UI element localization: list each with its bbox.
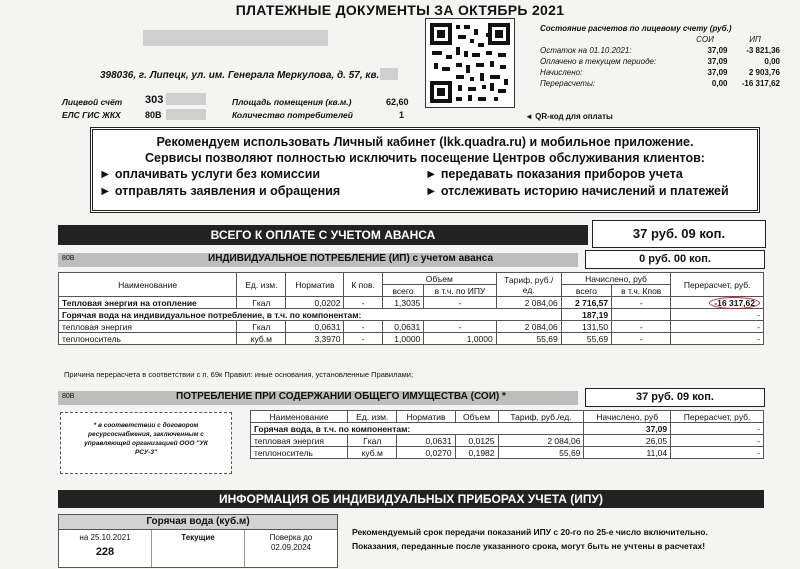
cell-name: Тепловая энергия на отопление <box>59 297 237 309</box>
col-charged: Начислено, руб <box>584 411 671 423</box>
status-col-ip: ИП <box>749 35 761 44</box>
redacted-apartment <box>380 68 398 80</box>
promo-bullet: ► отслеживать историю начислений и платежей <box>425 184 729 198</box>
cell-tariff: 2 084,06 <box>496 297 561 309</box>
cell-recalc: - <box>671 333 764 345</box>
meters-header: ИНФОРМАЦИЯ ОБ ИНДИВИДУАЛЬНЫХ ПРИБОРАХ УЧЕТА (ИПУ) <box>58 490 764 508</box>
cell-tariff: 2 084,06 <box>496 321 561 333</box>
table-row <box>251 435 764 447</box>
cell-coef: - <box>344 297 382 309</box>
soi-side-note: * в соответствии с договором ресурсоснабжения, заключенным с управляющей организацией ООО "УК РСУ-3" <box>84 422 208 456</box>
cell-norm: 0,0270 <box>397 447 455 459</box>
col-recalc: Перерасчет, руб. <box>671 411 764 423</box>
cell-tariff: 2 084,06 <box>498 435 584 447</box>
redacted-name <box>143 30 328 46</box>
ip-header-bar <box>58 253 578 267</box>
cell-unit: Гкал <box>237 297 286 309</box>
cell-vol-total: 1,0000 <box>382 333 423 345</box>
col-ch-coef: в т.ч. Кпов <box>612 285 671 297</box>
cell-coef: - <box>344 333 382 345</box>
meter-col-check <box>245 530 337 567</box>
cell-recalc <box>671 297 764 309</box>
meter-check-label: Поверка до <box>269 533 313 542</box>
soi-code: 80В <box>62 393 75 400</box>
table-row <box>59 333 764 345</box>
qr-code-icon <box>425 18 515 108</box>
address: 398036, г. Липецк, ул. им. Генерала Меркулова, д. 57, кв. <box>100 70 380 81</box>
cell-ch-total: 187,19 <box>561 309 611 321</box>
recalc-highlight: -16 317,62 <box>709 297 760 309</box>
cell-vol-ipu: - <box>424 321 496 333</box>
area-value: 62,60 <box>386 97 409 107</box>
redacted-els <box>166 109 206 120</box>
meter-date-label: на 25.10.2021 <box>79 533 131 542</box>
cell-volume: 0,1982 <box>455 447 498 459</box>
promo-bullet: ► отправлять заявления и обращения <box>99 184 341 198</box>
ip-header: ИНДИВИДУАЛЬНОЕ ПОТРЕБЛЕНИЕ (ИП) с учетом аванса <box>208 253 494 264</box>
cell-volume: 0,0125 <box>455 435 498 447</box>
status-row <box>540 78 780 89</box>
ip-amount: 0 руб. 00 коп. <box>585 250 765 269</box>
cell-vol-total: 1,3035 <box>382 297 423 309</box>
cell-charged: 26,05 <box>584 435 671 447</box>
cell-vol-total: 0,0631 <box>382 321 423 333</box>
cell-tariff: 55,69 <box>496 333 561 345</box>
col-tariff: Тариф, руб./ед. <box>498 411 584 423</box>
ip-code: 80В <box>62 255 75 262</box>
area-label: Площадь помещения (кв.м.) <box>232 97 352 107</box>
status-row <box>540 45 780 56</box>
cell-ch-coef: - <box>612 297 671 309</box>
cell-charged: 37,09 <box>584 423 671 435</box>
col-charged: Начислено, руб <box>561 273 671 285</box>
soi-table <box>250 410 764 459</box>
cell-unit: Гкал <box>237 321 286 333</box>
cell-ch-total: 2 716,57 <box>561 297 611 309</box>
promo-line-2: Сервисы позволяют полностью исключить посещение Центров обслуживания клиентов: <box>145 151 705 165</box>
cell-norm: 3,3970 <box>286 333 344 345</box>
cell-tariff: 55,69 <box>498 447 584 459</box>
cell-recalc: - <box>671 423 764 435</box>
cell-name: тепловая энергия <box>59 321 237 333</box>
cell-ch-coef: - <box>612 333 671 345</box>
cell-recalc: - <box>671 321 764 333</box>
total-label: ВСЕГО К ОПЛАТЕ С УЧЕТОМ АВАНСА <box>58 225 588 245</box>
cell-ch-total: 55,69 <box>561 333 611 345</box>
table-row <box>251 423 764 435</box>
cell-vol-ipu: 1,0000 <box>424 333 496 345</box>
meter-device: Горячая вода (куб.м) <box>59 515 337 530</box>
col-unit: Ед. изм. <box>237 273 286 297</box>
promo-box <box>90 127 760 213</box>
promo-bullet: ► оплачивать услуги без комиссии <box>99 167 321 181</box>
col-vol-total: всего <box>382 285 423 297</box>
ip-table <box>58 272 764 345</box>
meter-card <box>58 514 338 568</box>
cell-norm: 0,0631 <box>397 435 455 447</box>
account-status <box>540 24 780 89</box>
soi-header-bar <box>58 391 578 405</box>
col-name: Наименование <box>251 411 348 423</box>
status-ip: 0,00 <box>764 57 780 66</box>
cell-vol-ipu: - <box>424 297 496 309</box>
cell-ch-coef: - <box>612 321 671 333</box>
cell-recalc: - <box>671 309 764 321</box>
cell-coef: - <box>344 321 382 333</box>
qr-caption: ◄ QR-код для оплаты <box>525 112 613 121</box>
col-tariff: Тариф, руб./ед. <box>496 273 561 297</box>
meter-col-date <box>59 530 152 567</box>
promo-line-1: Рекомендуем использовать Личный кабинет (lkk.quadra.ru) и мобильное приложение. <box>156 135 694 149</box>
status-label: Начислено: <box>540 68 583 77</box>
status-soi: 37,09 <box>707 68 728 77</box>
cell-recalc: - <box>671 447 764 459</box>
col-coef: К пов. <box>344 273 382 297</box>
col-recalc: Перерасчет, руб. <box>671 273 764 297</box>
cell-unit: куб.м <box>348 447 397 459</box>
table-row <box>59 309 764 321</box>
col-unit: Ед. изм. <box>348 411 397 423</box>
cell-name: Горячая вода, в т.ч. по компонентам: <box>251 423 584 435</box>
soi-amount: 37 руб. 09 коп. <box>585 388 765 407</box>
cell-ch-total: 131,50 <box>561 321 611 333</box>
status-label: Оплачено в текущем периоде: <box>540 57 657 66</box>
soi-side-box <box>60 412 232 474</box>
status-label: Перерасчеты: <box>540 79 596 88</box>
cell-unit: Гкал <box>348 435 397 447</box>
promo-bullet: ► передавать показания приборов учета <box>425 167 683 181</box>
status-title: Состояние расчетов по лицевому счету (руб.) <box>540 24 732 33</box>
col-norm: Норматив <box>286 273 344 297</box>
status-soi: 0,00 <box>711 79 728 88</box>
status-ip: -16 317,62 <box>741 79 780 88</box>
cell-norm: 0,0202 <box>286 297 344 309</box>
cell-name: Горячая вода на индивидуальное потребление, в т.ч. по компонентам: <box>59 309 562 321</box>
meter-note-2: Показания, переданные после указанного срока, могут быть не учтены в расчетах! <box>352 541 706 551</box>
consumers-value: 1 <box>399 110 405 120</box>
account-label: Лицевой счёт <box>62 97 123 107</box>
page-title: ПЛАТЕЖНЫЕ ДОКУМЕНТЫ ЗА ОКТЯБРЬ 2021 <box>235 2 565 18</box>
status-soi: 37,09 <box>707 46 728 55</box>
meter-previous-value: 228 <box>95 546 115 558</box>
table-row <box>251 447 764 459</box>
recalc-note: Причина перерасчета в соответствии с п. 69к Правил: иные основания, установленные Правилами; <box>64 370 414 379</box>
col-volume: Объем <box>455 411 498 423</box>
account-value: 303 <box>145 94 164 106</box>
cell-name: теплоноситель <box>251 447 348 459</box>
redacted-account <box>166 93 206 105</box>
status-row <box>540 67 780 78</box>
status-row <box>540 56 780 67</box>
col-vol-ipu: в т.ч. по ИПУ <box>424 285 496 297</box>
status-soi: 37,09 <box>707 57 728 66</box>
cell-recalc: - <box>671 435 764 447</box>
col-norm: Норматив <box>397 411 455 423</box>
status-col-soi: СОИ <box>696 35 714 44</box>
soi-header: ПОТРЕБЛЕНИЕ ПРИ СОДЕРЖАНИИ ОБЩЕГО ИМУЩЕСТВА (СОИ) * <box>176 391 506 402</box>
table-row <box>59 297 764 309</box>
col-ch-total: всего <box>561 285 611 297</box>
cell-name: тепловая энергия <box>251 435 348 447</box>
cell-charged: 11,04 <box>584 447 671 459</box>
meter-check-date: 02.09.2024 <box>270 543 312 552</box>
meter-col-current: Текущие <box>152 530 245 567</box>
consumers-label: Количество потребителей <box>232 110 353 120</box>
cell-name: теплоноситель <box>59 333 237 345</box>
col-name: Наименование <box>59 273 237 297</box>
els-value: 80В <box>145 110 162 120</box>
els-label: ЕЛС ГИС ЖКХ <box>62 110 121 120</box>
cell-unit: куб.м <box>237 333 286 345</box>
total-amount: 37 руб. 09 коп. <box>592 220 766 248</box>
status-ip: 2 903,76 <box>748 68 780 77</box>
status-label: Остаток на 01.10.2021: <box>540 46 632 55</box>
status-ip: -3 821,36 <box>746 46 780 55</box>
cell-norm: 0,0631 <box>286 321 344 333</box>
table-row <box>59 321 764 333</box>
col-volume: Объем <box>382 273 496 285</box>
meter-note-1: Рекомендуемый срок передачи показаний ИПУ с 20-го по 25-е число включительно. <box>352 527 708 537</box>
